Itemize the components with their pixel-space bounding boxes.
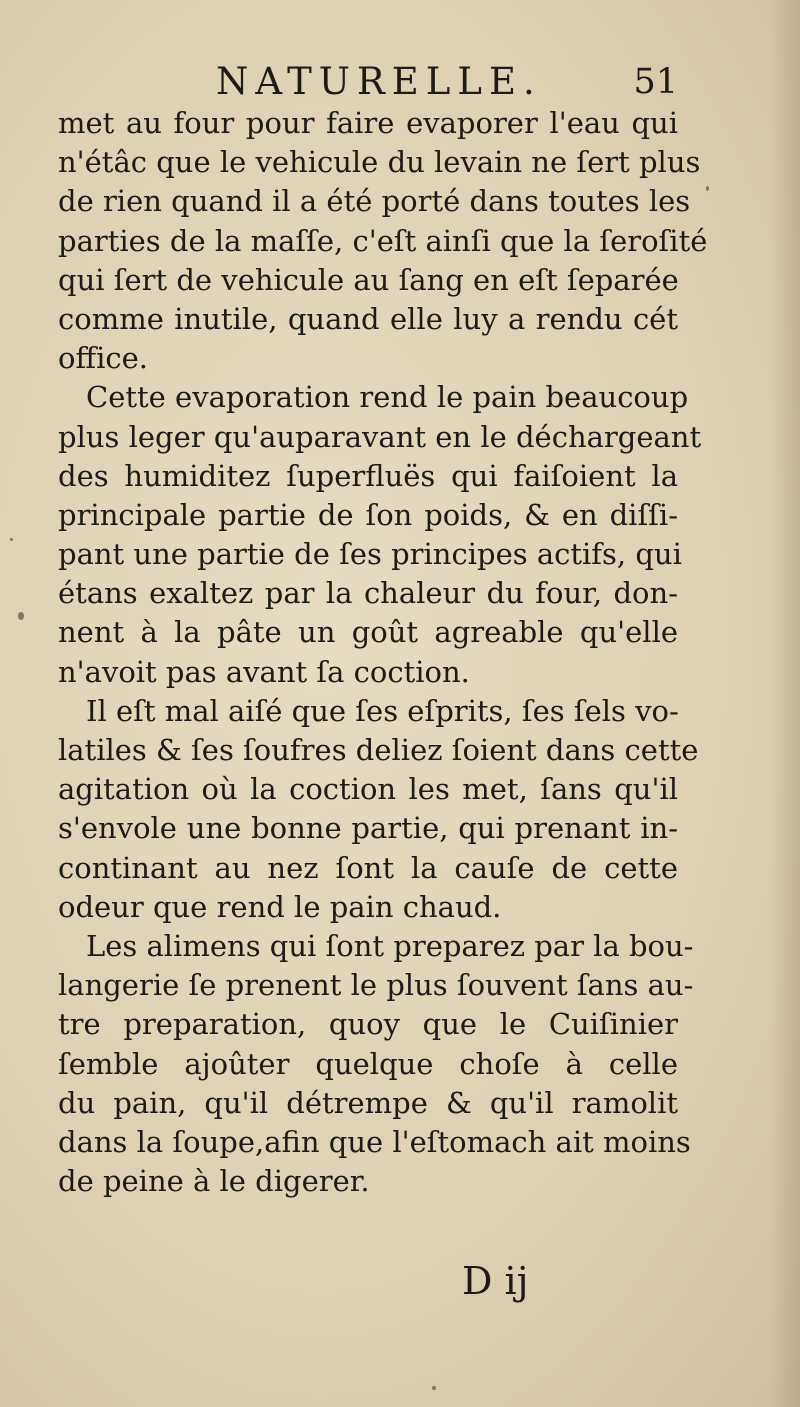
- text-line: du pain, qu'il détrempe & qu'il ramolit: [58, 1085, 678, 1120]
- signature-mark: D ij: [462, 1259, 529, 1303]
- text-line: comme inutile, quand elle luy a rendu cét: [58, 301, 678, 336]
- text-line: Cette evaporation rend le pain beaucoup: [86, 380, 689, 415]
- text-line: langerie ſe prenent le plus ſouvent ſans au-: [58, 968, 694, 1003]
- text-line: de peine à le digerer.: [58, 1164, 370, 1199]
- text-line: agitation où la coction les met, ſans qu'il: [58, 772, 678, 807]
- text-line: tre preparation, quoy que le Cuiſinier: [58, 1007, 678, 1042]
- page-number: 51: [633, 62, 678, 102]
- text-line: latiles & ſes ſoufres deliez ſoient dans cette: [58, 733, 699, 767]
- text-line: Les alimens qui ſont preparez par la bou-: [86, 928, 694, 963]
- text-line: pant une partie de ſes principes actifs, qui: [58, 537, 682, 572]
- running-title: NATURELLE.: [216, 60, 542, 103]
- text-line: office.: [58, 341, 148, 376]
- running-head: [58, 58, 678, 106]
- body-text: [58, 104, 708, 1201]
- text-line: plus leger qu'auparavant en le déchargeant: [58, 419, 702, 454]
- page-edge-shadow: [770, 0, 800, 1407]
- text-line: qui ſert de vehicule au ſang en eſt ſeparée: [58, 262, 679, 297]
- text-line: dans la ſoupe,afin que l'eſtomach ait moins: [58, 1124, 691, 1159]
- text-line: nent à la pâte un goût agreable qu'elle: [58, 615, 678, 650]
- text-line: n'étâc que le vehicule du levain ne ſert plus: [58, 145, 701, 180]
- paper-speck: [432, 1386, 436, 1390]
- text-line: ſemble ajoûter quelque choſe à celle: [58, 1046, 678, 1081]
- paper-speck: [18, 612, 24, 620]
- text-line: met au four pour faire evaporer l'eau qui: [58, 106, 678, 140]
- text-line: Il eſt mal aiſé que ſes eſprits, ſes ſels vo-: [86, 693, 679, 728]
- paper-speck: [706, 186, 709, 191]
- text-line: de rien quand il a été porté dans toutes les: [58, 184, 691, 219]
- text-line: étans exaltez par la chaleur du four, don-: [58, 576, 678, 611]
- text-line: n'avoit pas avant ſa coction.: [58, 654, 470, 689]
- text-line: parties de la maſſe, c'eſt ainſi que la ſeroſité: [58, 223, 708, 258]
- paper-speck: [10, 538, 13, 541]
- text-line: continant au nez ſont la cauſe de cette: [58, 850, 678, 885]
- text-line: des humiditez ſuperfluës qui faiſoient la: [58, 458, 678, 493]
- text-line: odeur que rend le pain chaud.: [58, 889, 502, 924]
- text-line: s'envole une bonne partie, qui prenant in-: [58, 811, 678, 846]
- text-line: principale partie de ſon poids, & en diſſi-: [58, 497, 678, 532]
